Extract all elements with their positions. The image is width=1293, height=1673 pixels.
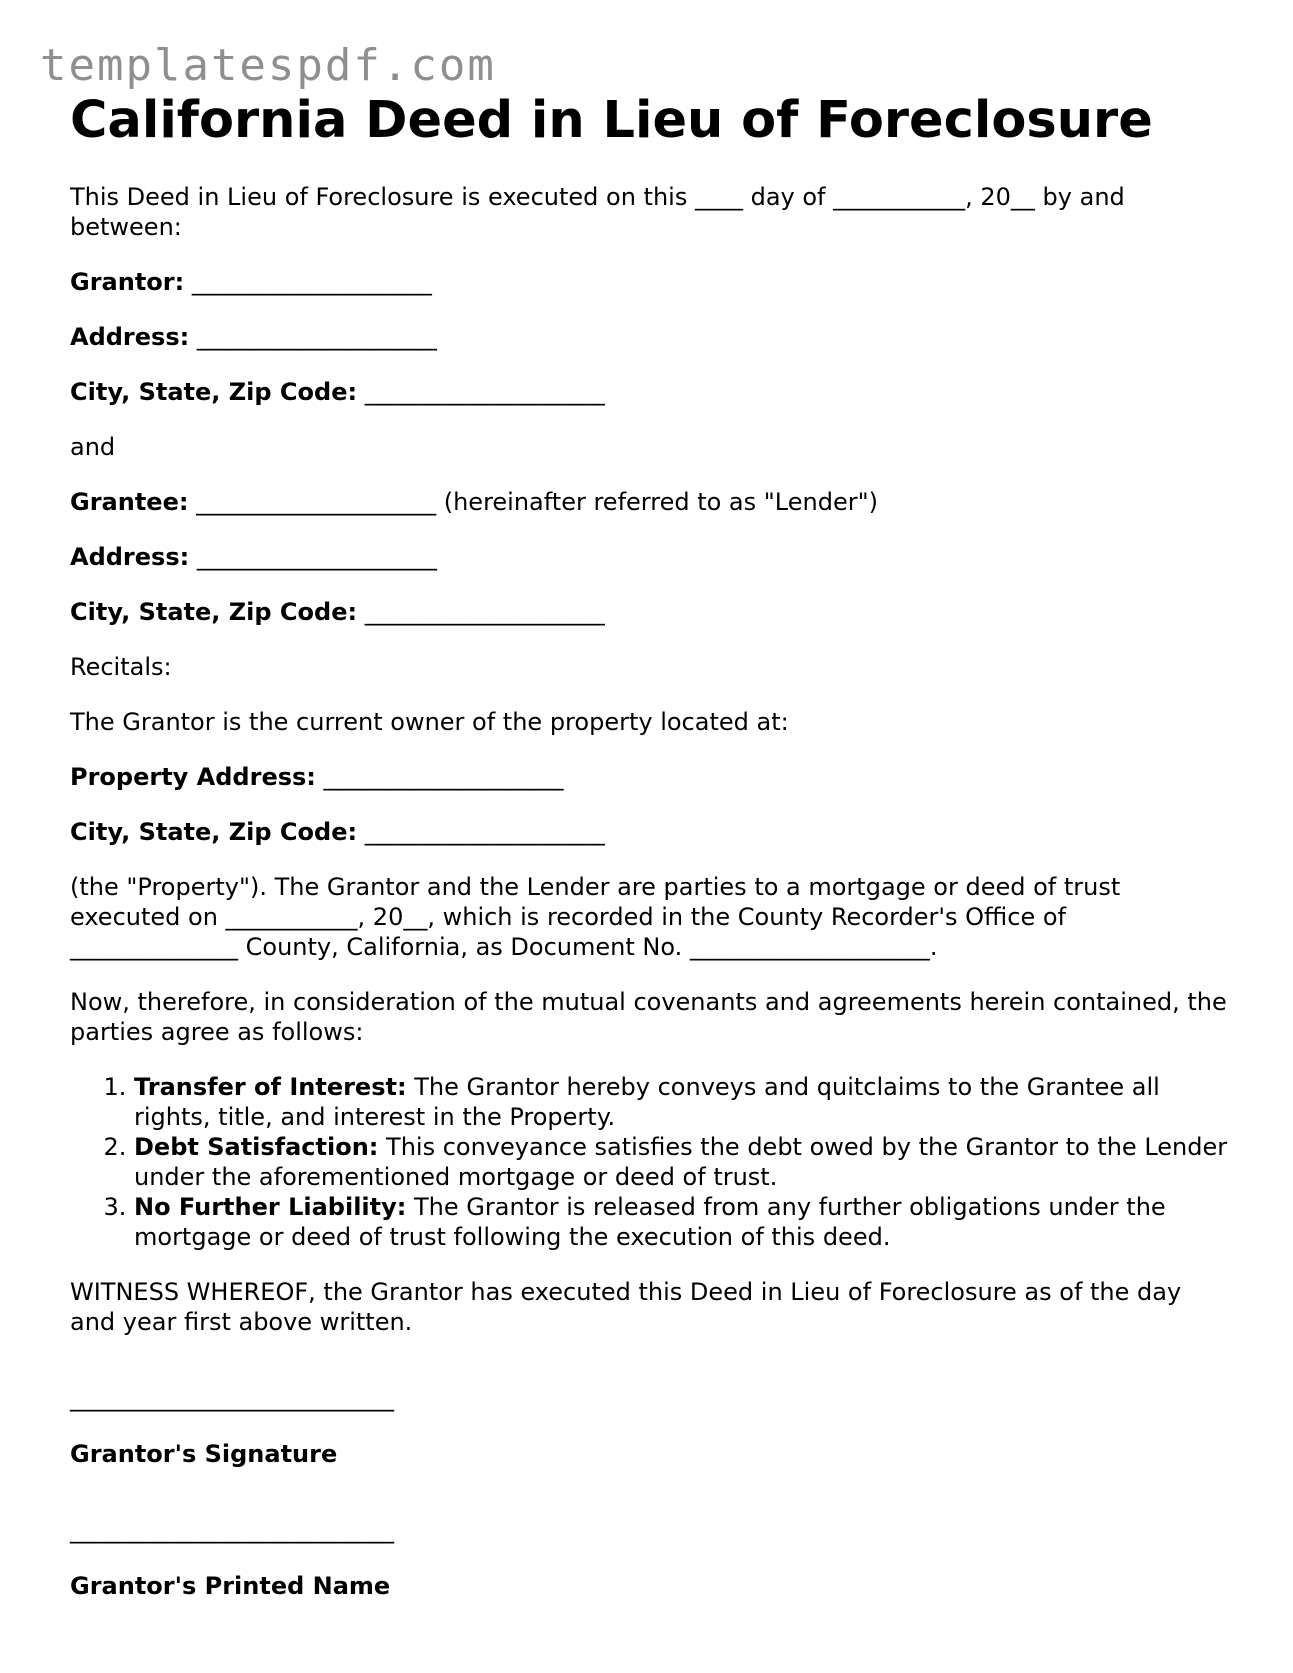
property-city-label: City, State, Zip Code:	[70, 818, 358, 846]
grantee-address-label: Address:	[70, 543, 190, 571]
document-title: California Deed in Lieu of Foreclosure	[70, 91, 1153, 150]
property-address-label: Property Address:	[70, 763, 316, 791]
grantee-city-field	[70, 597, 1230, 627]
term-text: The Grantor is released from any further obligations under the mortgage or deed of trust following the execution of this deed.	[134, 1193, 1166, 1251]
grantee-city-blank[interactable]: ____________________	[364, 598, 605, 626]
watermark-text: templatespdf.com	[40, 40, 496, 91]
property-address-field	[70, 762, 1230, 792]
and-text: and	[70, 433, 116, 461]
recitals-heading: Recitals:	[70, 653, 172, 681]
grantor-address-blank[interactable]: ____________________	[196, 323, 437, 351]
grantor-address-label: Address:	[70, 323, 190, 351]
grantee-address-blank[interactable]: ____________________	[196, 543, 437, 571]
grantee-address-field	[70, 542, 1230, 572]
printed-name-label: Grantor's Printed Name	[70, 1572, 391, 1600]
signature-label: Grantor's Signature	[70, 1440, 338, 1468]
term-label: Transfer of Interest:	[134, 1073, 407, 1101]
grantor-city-blank[interactable]: ____________________	[364, 378, 605, 406]
signature-line[interactable]: ___________________________	[70, 1384, 394, 1412]
grantee-name-suffix: (hereinafter referred to as "Lender")	[443, 488, 878, 516]
term-text: The Grantor hereby conveys and quitclaims to the Grantee all rights, title, and interest in the Property.	[134, 1073, 1160, 1131]
consideration-paragraph: Now, therefore, in consideration of the mutual covenants and agreements herein contained, the parties agree as follows:	[70, 988, 1227, 1046]
printed-name-line[interactable]: ___________________________	[70, 1516, 394, 1544]
grantee-name-label: Grantee:	[70, 488, 189, 516]
document-page	[70, 90, 1230, 1601]
term-label: No Further Liability:	[134, 1193, 407, 1221]
grantor-city-label: City, State, Zip Code:	[70, 378, 358, 406]
property-city-blank[interactable]: ____________________	[364, 818, 605, 846]
grantee-city-label: City, State, Zip Code:	[70, 598, 358, 626]
grantor-city-field	[70, 377, 1230, 407]
grantor-name-label: Grantor:	[70, 268, 185, 296]
term-text: This conveyance satisfies the debt owed by the Grantor to the Lender under the aforementioned mortgage or deed of trust.	[134, 1133, 1228, 1191]
witness-paragraph: WITNESS WHEREOF, the Grantor has executed this Deed in Lieu of Foreclosure as of the day and year first above written.	[70, 1278, 1182, 1336]
grantee-name-blank[interactable]: ____________________	[196, 488, 437, 516]
list-item	[134, 1192, 1230, 1252]
intro-paragraph: This Deed in Lieu of Foreclosure is executed on this ____ day of ___________, 20__ by and between:	[70, 183, 1125, 241]
grantee-name-field	[70, 487, 1230, 517]
terms-list	[70, 1072, 1230, 1252]
property-intro: The Grantor is the current owner of the property located at:	[70, 708, 789, 736]
mortgage-paragraph: (the "Property"). The Grantor and the Lender are parties to a mortgage or deed of trust executed on ___________, 20__, which is recorded in the County Recorder's Office of ______________ County, California, as Document No. ____________________.	[70, 873, 1121, 961]
grantor-name-blank[interactable]: ____________________	[191, 268, 432, 296]
term-label: Debt Satisfaction:	[134, 1133, 379, 1161]
grantor-address-field	[70, 322, 1230, 352]
list-item	[134, 1132, 1230, 1192]
list-item	[134, 1072, 1230, 1132]
property-address-blank[interactable]: ____________________	[323, 763, 564, 791]
grantor-name-field	[70, 267, 1230, 297]
property-city-field	[70, 817, 1230, 847]
